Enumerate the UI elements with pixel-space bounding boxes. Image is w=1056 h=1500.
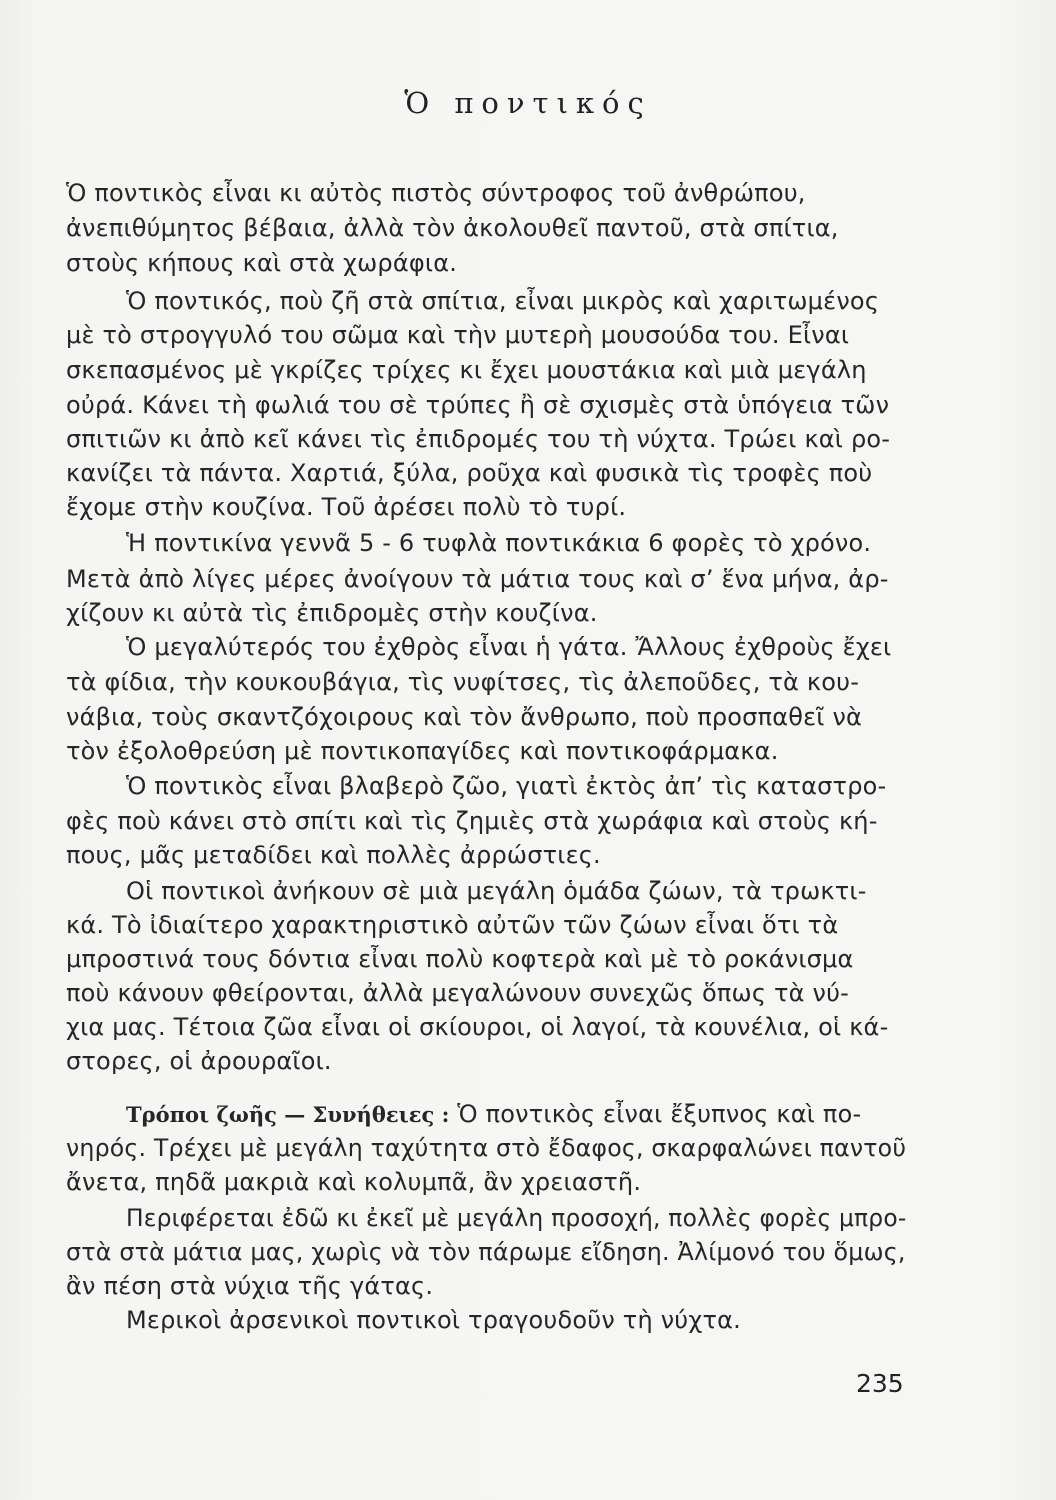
text-line: οὐρά. Κάνει τὴ φωλιά του σὲ τρύπες ἢ σὲ σχισμὲς στὰ ὑπόγεια τῶν — [66, 391, 890, 419]
text-line: Περιφέρεται ἐδῶ κι ἐκεῖ μὲ μεγάλη προσοχή, πολλὲς φορὲς μπρο- — [126, 1204, 907, 1232]
page-title: Ὁ ποντικός — [404, 86, 652, 120]
text-line: ποὺ κάνουν φθείρονται, ἀλλὰ μεγαλώνουν συνεχῶς ὅπως τὰ νύ- — [66, 979, 850, 1007]
text-line: μὲ τὸ στρογγυλό του σῶμα καὶ τὴν μυτερὴ μουσούδα του. Εἶναι — [66, 321, 850, 349]
text-line: Οἱ ποντικοὶ ἀνήκουν σὲ μιὰ μεγάλη ὁμάδα ζώων, τὰ τρωκτι- — [126, 877, 867, 905]
text-line: πους, μᾶς μεταδίδει καὶ πολλὲς ἀρρώστιες. — [66, 841, 601, 869]
text-line: ἔχομε στὴν κουζίνα. Τοῦ ἀρέσει πολὺ τὸ τυρί. — [66, 493, 627, 521]
text-line: στοὺς κήπους καὶ στὰ χωράφια. — [66, 249, 458, 277]
text-line: Μερικοὶ ἀρσενικοὶ ποντικοὶ τραγουδοῦν τὴ νύχτα. — [126, 1306, 741, 1334]
text-line: κανίζει τὰ πάντα. Χαρτιά, ξύλα, ροῦχα καὶ φυσικὰ τὶς τροφὲς ποὺ — [66, 459, 873, 487]
text-line: ἀνεπιθύμητος βέβαια, ἀλλὰ τὸν ἀκολουθεῖ παντοῦ, στὰ σπίτια, — [66, 214, 839, 242]
text-line: ἂν πέση στὰ νύχια τῆς γάτας. — [66, 1272, 434, 1300]
text-line: τὸν ἐξολοθρεύση μὲ ποντικοπαγίδες καὶ ποντικοφάρμακα. — [66, 737, 779, 765]
text-line: νηρός. Τρέχει μὲ μεγάλη ταχύτητα στὸ ἔδαφος, σκαρφαλώνει παντοῦ — [66, 1134, 907, 1162]
text-line: μπροστινά τους δόντια εἶναι πολὺ κοφτερὰ καὶ μὲ τὸ ροκάνισμα — [66, 945, 854, 973]
text-line: Ὁ ποντικός, ποὺ ζῆ στὰ σπίτια, εἶναι μικρὸς καὶ χαριτωμένος — [126, 287, 880, 315]
text-line: ἄνετα, πηδᾶ μακριὰ καὶ κολυμπᾶ, ἂν χρειαστῆ. — [66, 1168, 642, 1196]
text-line: στορες, οἱ ἀρουραῖοι. — [66, 1047, 332, 1075]
text-line: φὲς ποὺ κάνει στὸ σπίτι καὶ τὶς ζημιὲς στὰ χωράφια καὶ στοὺς κή- — [66, 807, 878, 835]
text-line: χια μας. Τέτοια ζῶα εἶναι οἱ σκίουροι, οἱ λαγοί, τὰ κουνέλια, οἱ κά- — [66, 1013, 889, 1041]
text-span: Ὁ ποντικὸς εἶναι ἔξυπνος καὶ πο- — [457, 1100, 862, 1128]
text-line: χίζουν κι αὐτὰ τὶς ἐπιδρομὲς στὴν κουζίνα. — [66, 599, 598, 627]
habits-first-line — [126, 1099, 861, 1130]
text-line: Μετὰ ἀπὸ λίγες μέρες ἀνοίγουν τὰ μάτια τους καὶ σ’ ἕνα μήνα, ἀρ- — [66, 565, 889, 593]
text-line: νάβια, τοὺς σκαντζόχοιρους καὶ τὸν ἄνθρωπο, ποὺ προσπαθεῖ νὰ — [66, 703, 863, 731]
text-line: Ὁ ποντικὸς εἶναι κι αὐτὸς πιστὸς σύντροφος τοῦ ἀνθρώπου, — [66, 179, 806, 207]
text-line: Ὁ ποντικὸς εἶναι βλαβερὸ ζῶο, γιατὶ ἐκτὸς ἀπ’ τὶς καταστρο- — [126, 772, 887, 800]
text-line: στὰ στὰ μάτια μας, χωρὶς νὰ τὸν πάρωμε εἴδηση. Ἀλίμονό του ὅμως, — [66, 1238, 906, 1266]
text-line: Ἡ ποντικίνα γεννᾶ 5 - 6 τυφλὰ ποντικάκια 6 φορὲς τὸ χρόνο. — [126, 529, 872, 557]
habits-heading: Τρόποι ζωῆς — Συνήθειες : — [126, 1102, 450, 1127]
page-number: 235 — [856, 1369, 904, 1398]
text-line: σπιτιῶν κι ἀπὸ κεῖ κάνει τὶς ἐπιδρομές του τὴ νύχτα. Τρώει καὶ ρο- — [66, 425, 891, 453]
text-line: σκεπασμένος μὲ γκρίζες τρίχες κι ἔχει μουστάκια καὶ μιὰ μεγάλη — [66, 356, 867, 384]
text-line: Ὁ μεγαλύτερός του ἐχθρὸς εἶναι ἡ γάτα. Ἄλλους ἐχθροὺς ἔχει — [126, 633, 892, 661]
text-line: τὰ φίδια, τὴν κουκουβάγια, τὶς νυφίτσες, τὶς ἀλεποῦδες, τὰ κου- — [66, 668, 860, 696]
text-line: κά. Τὸ ἰδιαίτερο χαρακτηριστικὸ αὐτῶν τῶν ζώων εἶναι ὅτι τὰ — [66, 911, 839, 939]
